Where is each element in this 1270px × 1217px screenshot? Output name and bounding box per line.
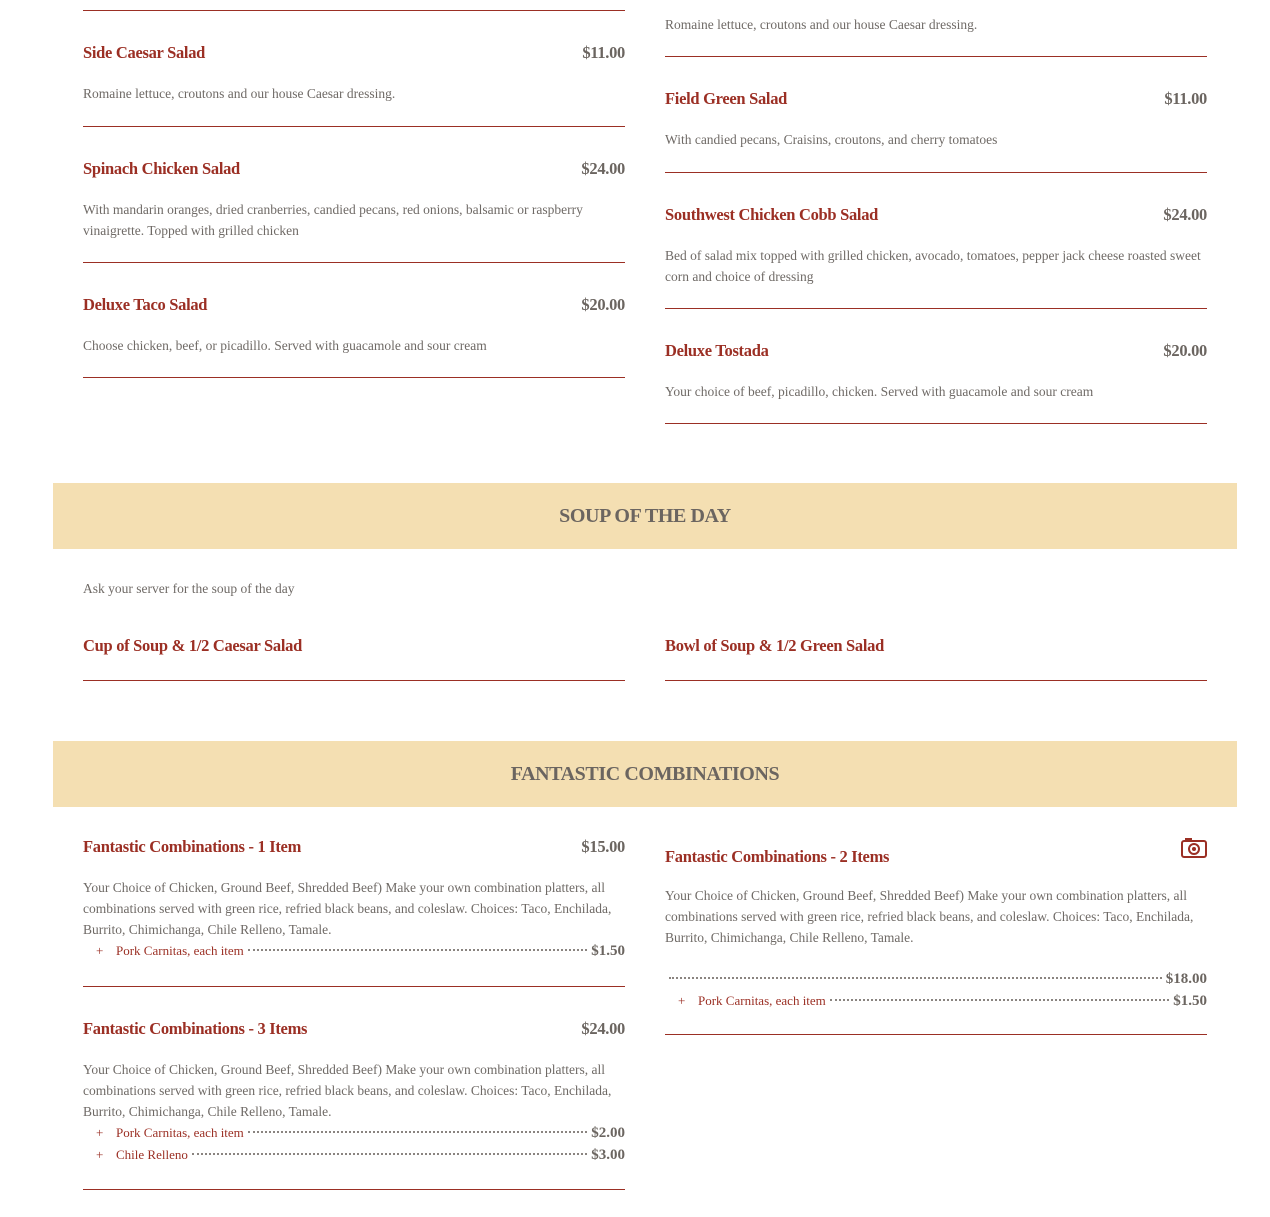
base-price: $18.00	[1165, 971, 1207, 987]
menu-item[interactable]	[665, 57, 1207, 173]
item-name: Field Green Salad	[665, 89, 788, 108]
item-header	[83, 1019, 625, 1039]
item-header	[665, 636, 1207, 656]
item-price: $24.00	[1163, 205, 1207, 224]
combo-column-right	[665, 837, 1207, 1190]
section-header-combinations	[53, 741, 1237, 807]
salad-columns	[83, 0, 1207, 424]
item-header	[665, 205, 1207, 225]
item-name: Deluxe Tostada	[665, 341, 769, 360]
item-name: Fantastic Combinations - 1 Item	[83, 837, 302, 856]
item-name: Bowl of Soup & 1/2 Green Salad	[665, 636, 884, 655]
soup-columns	[83, 636, 1207, 681]
item-name: Side Caesar Salad	[83, 43, 206, 62]
dot-leader	[830, 999, 1169, 1001]
item-description: With candied pecans, Craisins, croutons, and cherry tomatoes	[665, 132, 998, 147]
item-price: $15.00	[581, 837, 625, 856]
addon-name: Chile Relleno	[116, 1147, 188, 1162]
section-title: FANTASTIC COMBINATIONS	[510, 762, 780, 785]
dot-leader	[248, 1131, 587, 1133]
item-header	[665, 89, 1207, 109]
menu-item[interactable]	[665, 309, 1207, 424]
item-name: Deluxe Taco Salad	[83, 295, 208, 314]
menu-item[interactable]	[83, 263, 625, 378]
item-price: $24.00	[581, 1019, 625, 1038]
item-description: Your choice of beef, picadillo, chicken. Served with guacamole and sour cream	[665, 384, 1094, 399]
salad-column-right	[665, 0, 1207, 424]
item-header	[83, 837, 625, 857]
item-price: $20.00	[1163, 341, 1207, 360]
menu-item[interactable]	[665, 636, 1207, 681]
salad-column-left	[83, 0, 625, 424]
item-header	[83, 43, 625, 63]
item-description: With mandarin oranges, dried cranberries, candied pecans, red onions, balsamic or raspberry vinaigrette. Topped with grilled chicken	[83, 202, 583, 238]
addon-name: Pork Carnitas, each item	[116, 943, 244, 958]
item-name: Spinach Chicken Salad	[83, 159, 240, 178]
plus-icon: +	[96, 1147, 104, 1162]
item-description: Romaine lettuce, croutons and our house Caesar dressing.	[83, 86, 396, 101]
item-name: Southwest Chicken Cobb Salad	[665, 205, 879, 224]
combo-columns	[83, 837, 1207, 1190]
menu-item[interactable]	[665, 173, 1207, 309]
divider	[83, 0, 625, 11]
addon-row[interactable]	[83, 1144, 625, 1166]
plus-icon: +	[96, 943, 104, 958]
item-description: Your Choice of Chicken, Ground Beef, Shredded Beef) Make your own combination platters, all combinations served with green rice, refried black beans, and coleslaw. Choices: Taco, Enchilada, Burrito, Chimichanga, Chile Relleno, Tamale.	[83, 1062, 612, 1119]
menu-item[interactable]	[665, 837, 1207, 1035]
menu-item[interactable]	[83, 987, 625, 1190]
menu-item[interactable]	[83, 11, 625, 127]
item-description: Bed of salad mix topped with grilled chicken, avocado, tomatoes, pepper jack cheese roasted sweet corn and choice of dressing	[665, 248, 1201, 284]
dot-leader	[248, 949, 587, 951]
addon-row[interactable]	[665, 990, 1207, 1012]
dot-leader	[669, 977, 1162, 979]
menu-item-tail	[665, 0, 1207, 57]
item-description: Romaine lettuce, croutons and our house Caesar dressing.	[665, 17, 978, 32]
item-name: Cup of Soup & 1/2 Caesar Salad	[83, 636, 302, 655]
item-description: Choose chicken, beef, or picadillo. Served with guacamole and sour cream	[83, 338, 487, 353]
item-price: $24.00	[581, 159, 625, 178]
item-name: Fantastic Combinations - 3 Items	[83, 1019, 308, 1038]
item-price: $20.00	[581, 295, 625, 314]
menu-item[interactable]	[83, 837, 625, 987]
addon-name: Pork Carnitas, each item	[698, 993, 826, 1008]
section-header-soup	[53, 483, 1237, 549]
item-header	[83, 295, 625, 315]
addon-row[interactable]	[83, 1122, 625, 1144]
item-header	[665, 341, 1207, 361]
item-description: Your Choice of Chicken, Ground Beef, Shredded Beef) Make your own combination platters, all combinations served with green rice, refried black beans, and coleslaw. Choices: Taco, Enchilada, Burrito, Chimichanga, Chile Relleno, Tamale.	[83, 880, 612, 937]
addon-price: $3.00	[591, 1147, 625, 1163]
soup-column-right	[665, 636, 1207, 681]
menu-item[interactable]	[83, 127, 625, 263]
addon-price: $1.50	[591, 943, 625, 959]
plus-icon: +	[96, 1125, 104, 1140]
item-header	[665, 837, 1207, 873]
dot-leader	[192, 1153, 587, 1155]
item-header	[83, 636, 625, 656]
menu-item[interactable]	[83, 636, 625, 681]
section-title: SOUP OF THE DAY	[559, 504, 731, 527]
addon-name: Pork Carnitas, each item	[116, 1125, 244, 1140]
item-header	[83, 159, 625, 179]
soup-note: Ask your server for the soup of the day	[83, 581, 295, 596]
item-price: $11.00	[1164, 89, 1207, 108]
base-price-row[interactable]	[665, 968, 1207, 990]
camera-icon[interactable]	[1181, 837, 1207, 864]
item-description: Your Choice of Chicken, Ground Beef, Shredded Beef) Make your own combination platters, all combinations served with green rice, refried black beans, and coleslaw. Choices: Taco, Enchilada, Burrito, Chimichanga, Chile Relleno, Tamale.	[665, 888, 1194, 945]
addon-price: $2.00	[591, 1125, 625, 1141]
combo-column-left	[83, 837, 625, 1190]
item-name: Fantastic Combinations - 2 Items	[665, 847, 890, 866]
item-price: $11.00	[582, 43, 625, 62]
addon-row[interactable]	[83, 940, 625, 962]
plus-icon: +	[678, 993, 686, 1008]
addon-price: $1.50	[1173, 993, 1207, 1009]
soup-column-left	[83, 636, 625, 681]
